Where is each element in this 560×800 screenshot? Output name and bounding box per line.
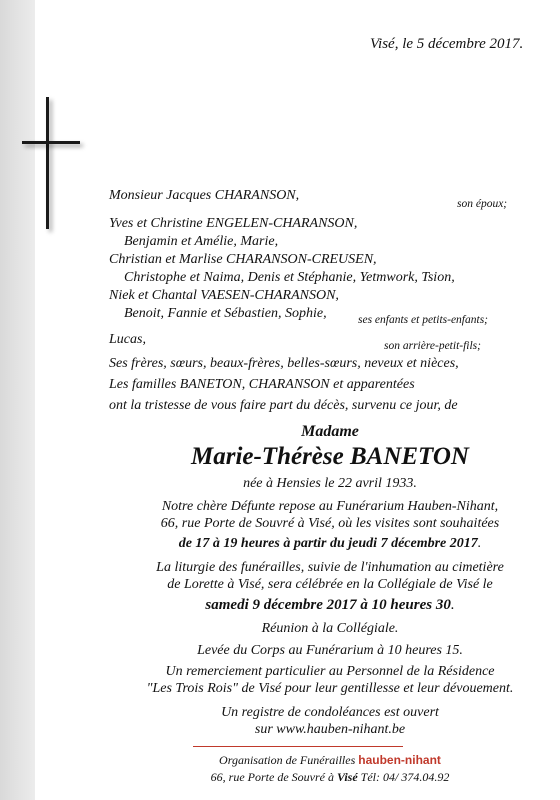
visits-hours: de 17 à 19 heures à partir du jeudi 7 décembre 2017	[178, 536, 478, 551]
child-line-1: Yves et Christine ENGELEN-CHARANSON,	[109, 216, 358, 231]
footer-brand-logo: hauben-nihant	[358, 753, 441, 767]
footer-phone: Tél: 04/ 374.04.92	[360, 770, 450, 784]
husband: Monsieur Jacques CHARANSON,	[109, 188, 300, 203]
announcement-line: ont la tristesse de vous faire part du décès, survenu ce jour, de	[109, 398, 458, 413]
ceremony-date: samedi 9 décembre 2017 à 10 heures 30	[205, 597, 451, 613]
great-grandchild: Lucas,	[109, 332, 146, 347]
visits-line	[60, 536, 560, 552]
cross-icon-horizontal	[22, 141, 80, 144]
husband-role: son époux;	[457, 198, 508, 210]
children-role: ses enfants et petits-enfants;	[358, 314, 488, 326]
footer-street: 66, rue Porte de Souvré à	[210, 770, 334, 784]
rest-line-1: Notre chère Défunte repose au Funérarium Hauben-Nihant,	[161, 499, 499, 514]
liturgy-line-1: La liturgie des funérailles, suivie de l'inhumation au cimetière	[156, 560, 504, 575]
deceased-name: Marie-Thérèse BANETON	[190, 443, 469, 470]
footer-address	[60, 769, 560, 785]
families-line: Les familles BANETON, CHARANSON et apparentées	[109, 377, 415, 392]
thanks-line-2: "Les Trois Rois" de Visé pour leur gentillesse et leur dévouement.	[146, 681, 514, 696]
thanks-line-1: Un remerciement particulier au Personnel de la Résidence	[165, 664, 495, 679]
birth-line: née à Hensies le 22 avril 1933.	[243, 476, 417, 491]
footer-org-prefix: Organisation de Funérailles	[219, 753, 356, 767]
visits-period: .	[477, 536, 482, 551]
left-decorative-strip	[0, 0, 35, 800]
rest-line-2: 66, rue Porte de Souvré à Visé, où les visites sont souhaitées	[160, 516, 500, 531]
liturgy-line-2: de Lorette à Visé, sera célébrée en la Collégiale de Visé le	[167, 577, 493, 592]
levee-line: Levée du Corps au Funérarium à 10 heures 15.	[197, 643, 463, 658]
registry-line-2: sur www.hauben-nihant.be	[254, 722, 406, 737]
meeting-line: Réunion à la Collégiale.	[261, 621, 399, 636]
footer-divider	[193, 746, 403, 747]
child-line-6: Benoit, Fannie et Sébastien, Sophie,	[124, 306, 327, 321]
child-line-5: Niek et Chantal VAESEN-CHARANSON,	[109, 288, 339, 303]
date-line: Visé, le 5 décembre 2017.	[370, 36, 524, 52]
child-line-2: Benjamin et Amélie, Marie,	[124, 234, 279, 249]
child-line-3: Christian et Marlise CHARANSON-CREUSEN,	[109, 252, 377, 267]
siblings-line: Ses frères, sœurs, beaux-frères, belles-sœurs, neveux et nièces,	[109, 356, 459, 371]
deceased-title: Madame	[301, 423, 359, 440]
footer-city: Visé	[336, 770, 358, 784]
child-line-4: Christophe et Naima, Denis et Stéphanie, Yetmwork, Tsion,	[124, 270, 455, 285]
cross-icon-vertical	[46, 97, 49, 229]
ceremony-period: .	[450, 597, 455, 613]
ceremony-line	[60, 597, 560, 613]
great-grandchild-role: son arrière-petit-fils;	[384, 340, 481, 352]
footer-org	[60, 752, 560, 768]
registry-line-1: Un registre de condoléances est ouvert	[221, 705, 439, 720]
